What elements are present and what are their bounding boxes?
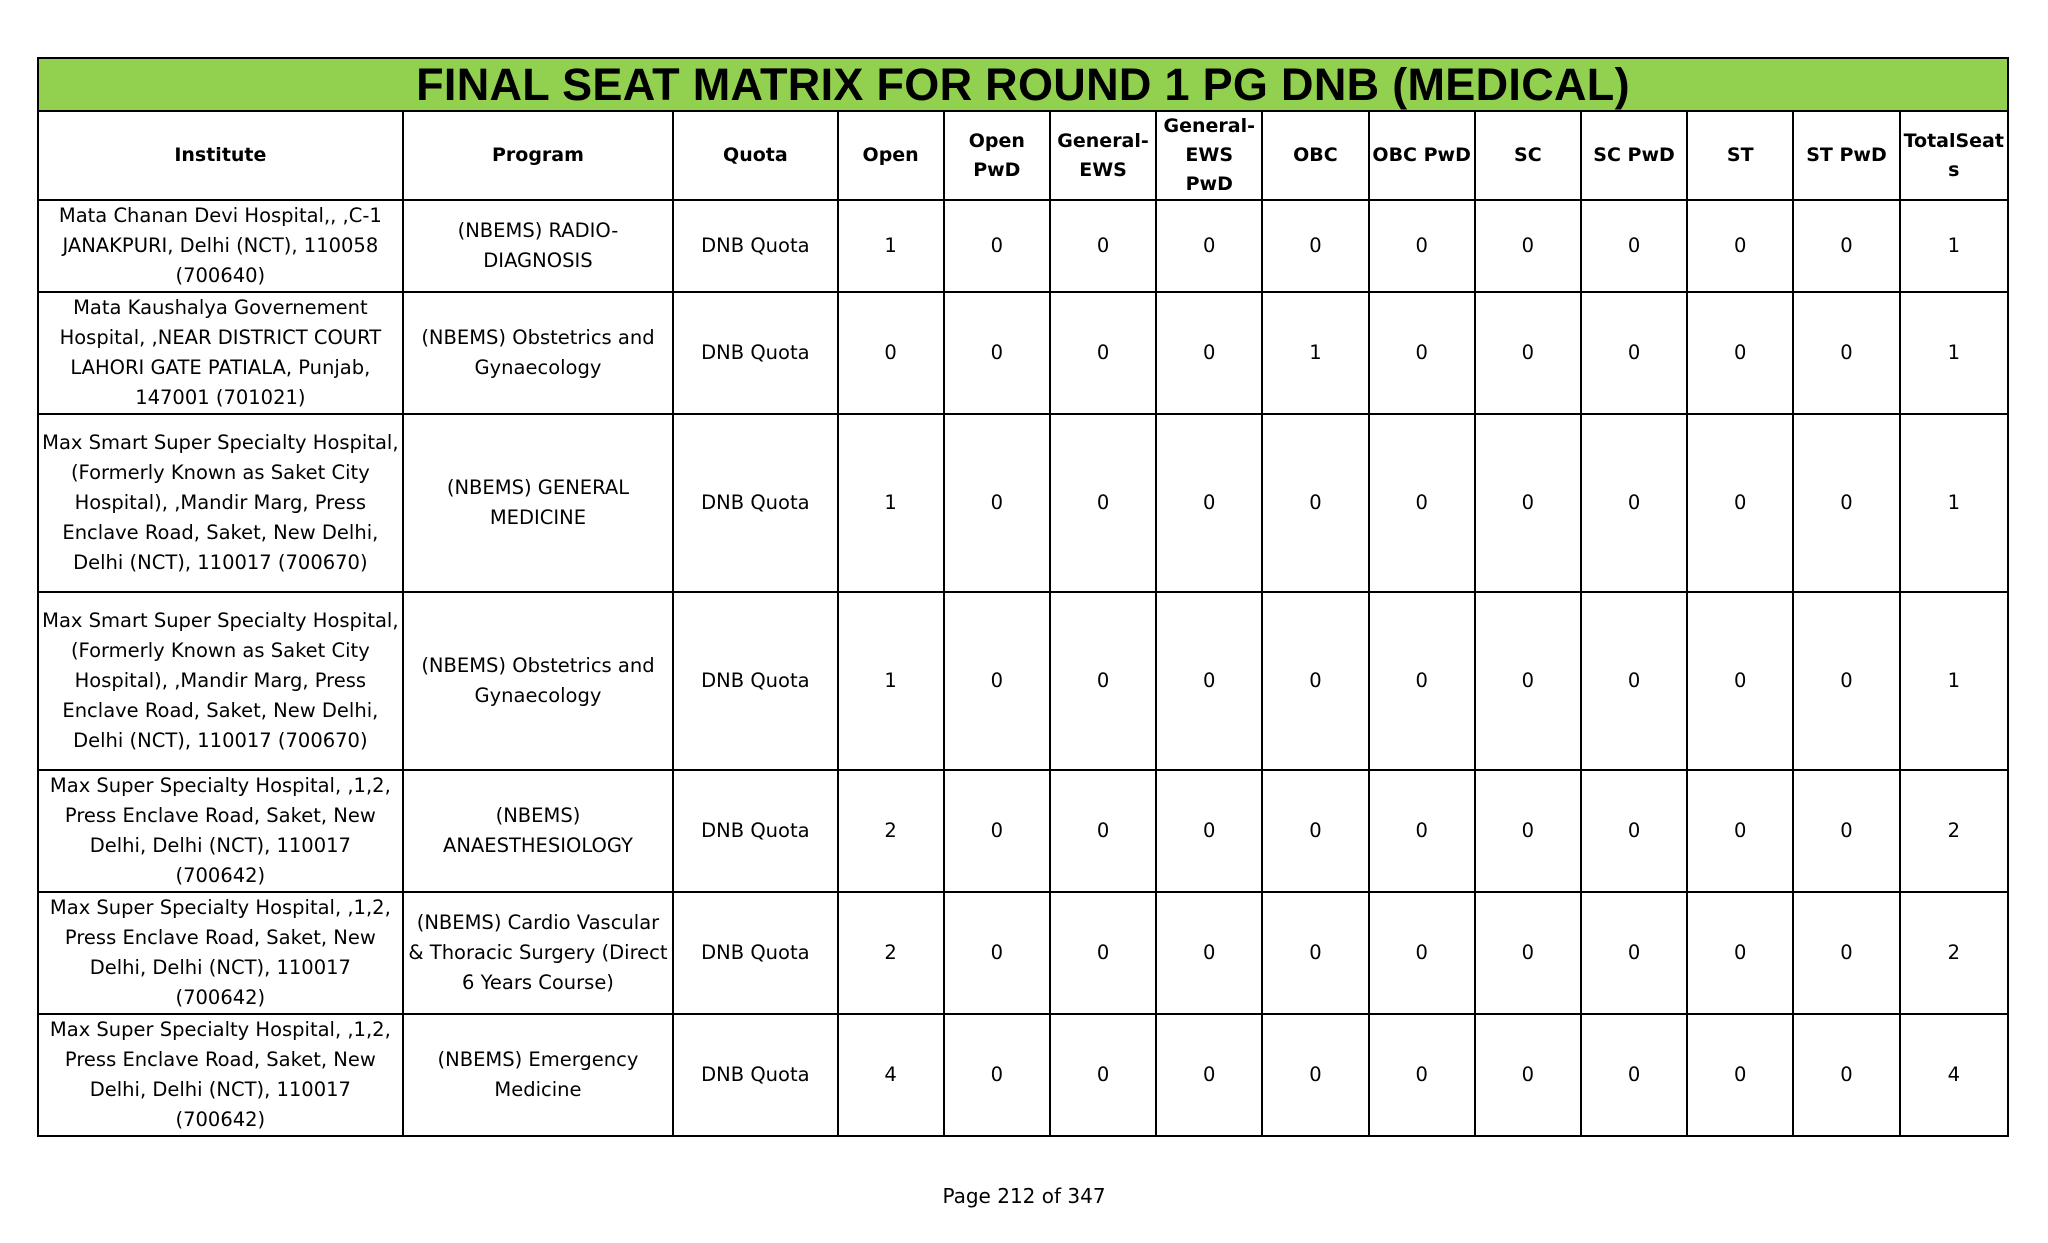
cell-program: (NBEMS) Obstetrics and Gynaecology	[403, 592, 674, 770]
header-total-seats: TotalSeats	[1900, 111, 2008, 200]
cell-institute: Max Super Specialty Hospital, ,1,2, Press Enclave Road, Saket, New Delhi, Delhi (NCT), 110017 (700642)	[38, 770, 403, 892]
cell-st-pwd: 0	[1793, 770, 1899, 892]
cell-st: 0	[1687, 592, 1793, 770]
cell-open-pwd: 0	[944, 1014, 1050, 1136]
cell-st-pwd: 0	[1793, 592, 1899, 770]
cell-program: (NBEMS) RADIO-DIAGNOSIS	[403, 200, 674, 292]
header-sc: SC	[1475, 111, 1581, 200]
header-sc-pwd: SC PwD	[1581, 111, 1687, 200]
cell-general-ews-pwd: 0	[1156, 592, 1262, 770]
cell-institute: Max Smart Super Specialty Hospital, (Formerly Known as Saket City Hospital), ,Mandir Marg, Press Enclave Road, Saket, New Delhi, Delhi (NCT), 110017 (700670)	[38, 592, 403, 770]
cell-quota: DNB Quota	[673, 200, 837, 292]
header-st-pwd: ST PwD	[1793, 111, 1899, 200]
cell-institute: Max Super Specialty Hospital, ,1,2, Press Enclave Road, Saket, New Delhi, Delhi (NCT), 110017 (700642)	[38, 1014, 403, 1136]
cell-open: 1	[838, 592, 944, 770]
header-row	[38, 111, 2008, 200]
cell-general-ews: 0	[1050, 592, 1156, 770]
cell-open-pwd: 0	[944, 200, 1050, 292]
cell-total-seats: 2	[1900, 770, 2008, 892]
cell-open: 4	[838, 1014, 944, 1136]
table-row	[38, 770, 2008, 892]
cell-sc: 0	[1475, 770, 1581, 892]
cell-obc: 1	[1262, 292, 1368, 414]
cell-sc-pwd: 0	[1581, 592, 1687, 770]
cell-open: 1	[838, 414, 944, 592]
cell-general-ews-pwd: 0	[1156, 770, 1262, 892]
table-row	[38, 1014, 2008, 1136]
cell-st: 0	[1687, 200, 1793, 292]
cell-sc: 0	[1475, 292, 1581, 414]
cell-general-ews: 0	[1050, 770, 1156, 892]
cell-general-ews: 0	[1050, 414, 1156, 592]
cell-general-ews: 0	[1050, 292, 1156, 414]
cell-obc: 0	[1262, 1014, 1368, 1136]
cell-obc-pwd: 0	[1369, 892, 1475, 1014]
header-obc: OBC	[1262, 111, 1368, 200]
cell-obc-pwd: 0	[1369, 770, 1475, 892]
cell-general-ews: 0	[1050, 892, 1156, 1014]
cell-total-seats: 1	[1900, 414, 2008, 592]
cell-total-seats: 1	[1900, 592, 2008, 770]
cell-general-ews-pwd: 0	[1156, 892, 1262, 1014]
cell-sc: 0	[1475, 414, 1581, 592]
table-row	[38, 414, 2008, 592]
cell-open: 2	[838, 892, 944, 1014]
cell-total-seats: 1	[1900, 292, 2008, 414]
cell-sc-pwd: 0	[1581, 770, 1687, 892]
cell-total-seats: 1	[1900, 200, 2008, 292]
cell-obc: 0	[1262, 592, 1368, 770]
cell-general-ews-pwd: 0	[1156, 414, 1262, 592]
cell-quota: DNB Quota	[673, 292, 837, 414]
cell-st-pwd: 0	[1793, 892, 1899, 1014]
cell-institute: Mata Kaushalya Governement Hospital, ,NEAR DISTRICT COURT LAHORI GATE PATIALA, Punjab, 147001 (701021)	[38, 292, 403, 414]
cell-sc-pwd: 0	[1581, 292, 1687, 414]
cell-quota: DNB Quota	[673, 892, 837, 1014]
cell-sc-pwd: 0	[1581, 200, 1687, 292]
cell-total-seats: 4	[1900, 1014, 2008, 1136]
cell-obc-pwd: 0	[1369, 414, 1475, 592]
cell-obc: 0	[1262, 414, 1368, 592]
cell-obc-pwd: 0	[1369, 200, 1475, 292]
cell-st: 0	[1687, 1014, 1793, 1136]
cell-program: (NBEMS) Emergency Medicine	[403, 1014, 674, 1136]
header-open: Open	[838, 111, 944, 200]
header-st: ST	[1687, 111, 1793, 200]
header-quota: Quota	[673, 111, 837, 200]
cell-general-ews-pwd: 0	[1156, 1014, 1262, 1136]
page-title: FINAL SEAT MATRIX FOR ROUND 1 PG DNB (MEDICAL)	[38, 58, 2008, 111]
cell-st-pwd: 0	[1793, 1014, 1899, 1136]
cell-obc-pwd: 0	[1369, 292, 1475, 414]
cell-total-seats: 2	[1900, 892, 2008, 1014]
cell-sc: 0	[1475, 200, 1581, 292]
cell-program: (NBEMS) Cardio Vascular & Thoracic Surgery (Direct 6 Years Course)	[403, 892, 674, 1014]
cell-sc: 0	[1475, 892, 1581, 1014]
table-row	[38, 292, 2008, 414]
cell-st: 0	[1687, 770, 1793, 892]
table-row	[38, 200, 2008, 292]
table-row	[38, 592, 2008, 770]
cell-open-pwd: 0	[944, 892, 1050, 1014]
header-general-ews-pwd: General-EWS PwD	[1156, 111, 1262, 200]
header-general-ews: General-EWS	[1050, 111, 1156, 200]
cell-open: 0	[838, 292, 944, 414]
cell-general-ews: 0	[1050, 1014, 1156, 1136]
cell-sc-pwd: 0	[1581, 1014, 1687, 1136]
title-row	[38, 58, 2008, 111]
cell-quota: DNB Quota	[673, 1014, 837, 1136]
cell-st-pwd: 0	[1793, 414, 1899, 592]
seat-matrix-table	[37, 57, 2009, 1137]
cell-open-pwd: 0	[944, 770, 1050, 892]
cell-open-pwd: 0	[944, 292, 1050, 414]
cell-program: (NBEMS) GENERAL MEDICINE	[403, 414, 674, 592]
cell-sc: 0	[1475, 1014, 1581, 1136]
cell-institute: Mata Chanan Devi Hospital,, ,C-1 JANAKPURI, Delhi (NCT), 110058 (700640)	[38, 200, 403, 292]
cell-obc: 0	[1262, 200, 1368, 292]
cell-general-ews-pwd: 0	[1156, 200, 1262, 292]
cell-open-pwd: 0	[944, 592, 1050, 770]
cell-st: 0	[1687, 292, 1793, 414]
header-open-pwd: Open PwD	[944, 111, 1050, 200]
page-number: Page 212 of 347	[942, 1184, 1106, 1208]
header-obc-pwd: OBC PwD	[1369, 111, 1475, 200]
cell-open: 1	[838, 200, 944, 292]
header-institute: Institute	[38, 111, 403, 200]
cell-program: (NBEMS) Obstetrics and Gynaecology	[403, 292, 674, 414]
cell-sc: 0	[1475, 592, 1581, 770]
cell-open: 2	[838, 770, 944, 892]
table-row	[38, 892, 2008, 1014]
cell-institute: Max Smart Super Specialty Hospital, (Formerly Known as Saket City Hospital), ,Mandir Marg, Press Enclave Road, Saket, New Delhi, Delhi (NCT), 110017 (700670)	[38, 414, 403, 592]
cell-quota: DNB Quota	[673, 414, 837, 592]
cell-open-pwd: 0	[944, 414, 1050, 592]
cell-institute: Max Super Specialty Hospital, ,1,2, Press Enclave Road, Saket, New Delhi, Delhi (NCT), 110017 (700642)	[38, 892, 403, 1014]
cell-general-ews: 0	[1050, 200, 1156, 292]
cell-obc: 0	[1262, 770, 1368, 892]
header-program: Program	[403, 111, 674, 200]
cell-program: (NBEMS) ANAESTHESIOLOGY	[403, 770, 674, 892]
cell-st: 0	[1687, 892, 1793, 1014]
cell-st: 0	[1687, 414, 1793, 592]
cell-obc: 0	[1262, 892, 1368, 1014]
cell-obc-pwd: 0	[1369, 1014, 1475, 1136]
cell-general-ews-pwd: 0	[1156, 292, 1262, 414]
cell-quota: DNB Quota	[673, 770, 837, 892]
cell-quota: DNB Quota	[673, 592, 837, 770]
cell-obc-pwd: 0	[1369, 592, 1475, 770]
cell-st-pwd: 0	[1793, 292, 1899, 414]
cell-sc-pwd: 0	[1581, 414, 1687, 592]
cell-st-pwd: 0	[1793, 200, 1899, 292]
cell-sc-pwd: 0	[1581, 892, 1687, 1014]
